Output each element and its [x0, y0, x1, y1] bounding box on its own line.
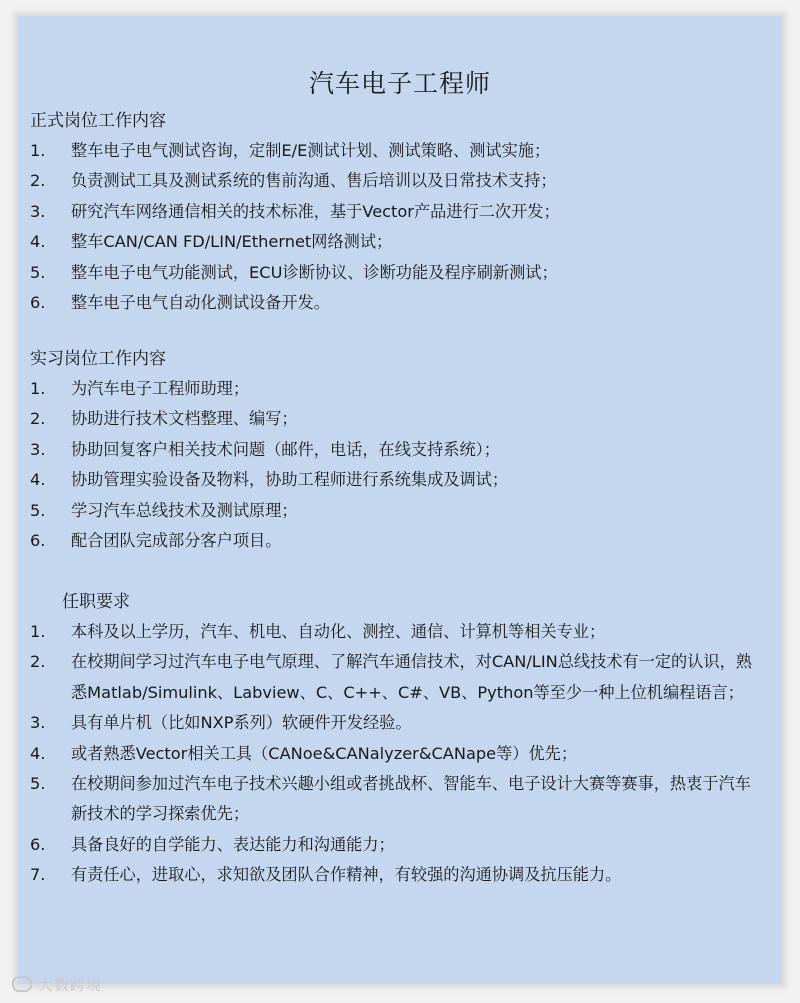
- item-text: 负责测试工具及测试系统的售前沟通、售后培训以及日常技术支持；: [71, 171, 557, 191]
- list-item: [18, 830, 782, 860]
- item-text: 为汽车电子工程师助理；: [71, 379, 250, 398]
- item-text: 整车电子电气自动化测试设备开发。: [71, 293, 330, 313]
- watermark: [12, 974, 102, 995]
- item-text: 协助管理实验设备及物料，协助工程师进行系统集成及调试；: [71, 470, 509, 490]
- section-formal-duties: [18, 106, 782, 318]
- list-item: [18, 617, 782, 647]
- item-number: 1.: [30, 141, 46, 160]
- section-requirements: [18, 587, 782, 891]
- list-item: [18, 288, 782, 318]
- item-text: 具备良好的自学能力、表达能力和沟通能力；: [71, 834, 395, 854]
- item-number: 6.: [30, 531, 46, 551]
- section-intern-duties: [18, 344, 782, 556]
- item-text: 具有单片机（比如NXP系列）软硬件开发经验。: [71, 713, 412, 733]
- list-item: [18, 647, 782, 708]
- item-text: 配合团队完成部分客户项目。: [71, 531, 282, 551]
- item-number: 1.: [30, 379, 46, 398]
- requirement-list: [18, 617, 782, 891]
- section-heading: 正式岗位工作内容: [30, 111, 166, 131]
- item-number: 2.: [30, 409, 46, 429]
- item-text: 本科及以上学历，汽车、机电、自动化、测控、通信、计算机等相关专业；: [71, 622, 606, 641]
- item-text: 或者熟悉Vector相关工具（CANoe&CANalyzer&CANape等）优先；: [71, 743, 578, 763]
- item-number: 4.: [30, 232, 46, 252]
- list-item: [18, 404, 782, 434]
- list-item: [18, 496, 782, 526]
- list-item: [18, 739, 782, 769]
- item-number: 7.: [30, 865, 46, 885]
- list-item: [18, 860, 782, 890]
- duty-list: [18, 136, 782, 318]
- item-text: 有责任心，进取心，求知欲及团队合作精神，有较强的沟通协调及抗压能力。: [71, 865, 622, 885]
- item-number: 3.: [30, 201, 46, 221]
- item-number: 5.: [30, 500, 46, 520]
- item-number: 5.: [30, 774, 46, 794]
- item-text: 整车电子电气功能测试，ECU诊断协议、诊断功能及程序刷新测试；: [71, 262, 558, 282]
- job-description-card: [18, 16, 782, 984]
- item-text: 协助回复客户相关技术问题（邮件，电话，在线支持系统）；: [71, 439, 500, 459]
- item-number: 6.: [30, 834, 46, 854]
- item-text: 整车电子电气测试咨询，定制E/E测试计划、测试策略、测试实施；: [71, 141, 551, 160]
- list-item: [18, 769, 782, 830]
- item-text: 整车CAN/CAN FD/LIN/Ethernet网络测试；: [71, 232, 393, 252]
- item-number: 4.: [30, 470, 46, 490]
- list-item: [18, 166, 782, 196]
- item-text: 在校期间学习过汽车电子电气原理、了解汽车通信技术，对CAN/LIN总线技术有一定的认识，熟悉Matlab/Simulink、Labview、C、C++、C#、VB、Python等至少一种上位机编程语言；: [71, 652, 752, 702]
- section-heading: 实习岗位工作内容: [30, 349, 166, 369]
- list-item: [18, 465, 782, 495]
- section-heading: 任职要求: [62, 592, 130, 612]
- page-title: 汽车电子工程师: [308, 69, 491, 98]
- logo-icon: [12, 976, 32, 992]
- list-item: [18, 136, 782, 166]
- list-item: [18, 526, 782, 556]
- list-item: [18, 258, 782, 288]
- item-number: 2.: [30, 652, 46, 672]
- watermark-text: 大数跨境: [38, 976, 103, 994]
- item-number: 3.: [30, 713, 46, 733]
- item-number: 1.: [30, 622, 46, 641]
- item-number: 4.: [30, 743, 46, 763]
- list-item: [18, 227, 782, 257]
- list-item: [18, 435, 782, 465]
- list-item: [18, 708, 782, 738]
- duty-list: [18, 374, 782, 556]
- item-number: 6.: [30, 293, 46, 313]
- list-item: [18, 197, 782, 227]
- item-text: 学习汽车总线技术及测试原理；: [71, 500, 298, 520]
- item-text: 在校期间参加过汽车电子技术兴趣小组或者挑战杯、智能车、电子设计大赛等赛事，热衷于汽车新技术的学习探索优先；: [71, 774, 751, 824]
- item-text: 协助进行技术文档整理、编写；: [71, 409, 298, 429]
- item-text: 研究汽车网络通信相关的技术标准，基于Vector产品进行二次开发；: [71, 201, 560, 221]
- item-number: 2.: [30, 171, 46, 191]
- list-item: [18, 374, 782, 404]
- item-number: 3.: [30, 439, 46, 459]
- item-number: 5.: [30, 262, 46, 282]
